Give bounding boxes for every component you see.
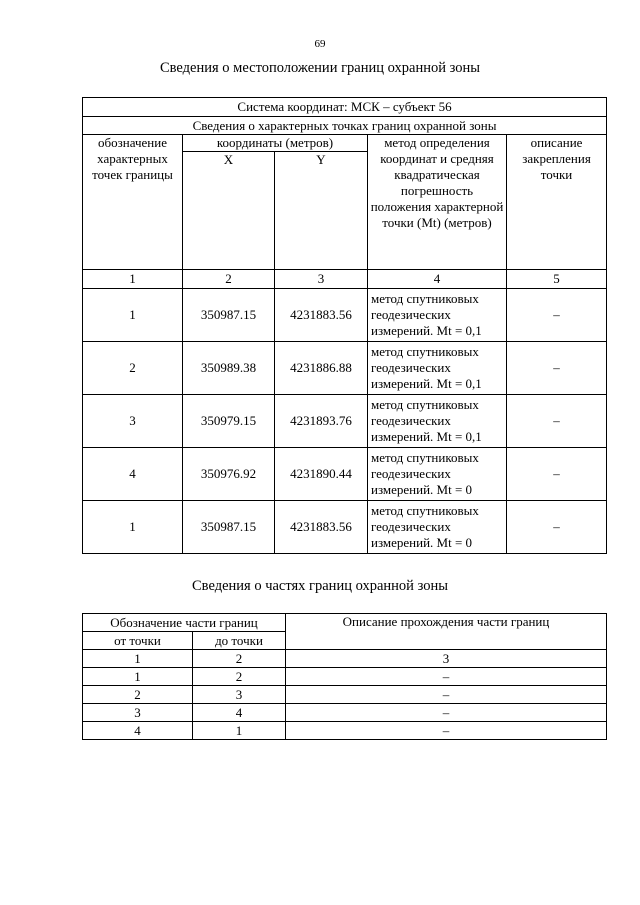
method-text: метод спутниковых геодезических измерений. Mt = 0,1 (368, 289, 507, 342)
method-text: метод спутниковых геодезических измерений. Mt = 0 (368, 448, 507, 501)
header-from-point: от точки (83, 632, 193, 650)
table-row (83, 395, 607, 448)
column-number-4: 4 (368, 270, 507, 289)
coord-x: 350987.15 (183, 289, 275, 342)
table-row (83, 501, 607, 554)
header-point-designation: обозначение характерных точек границы (83, 135, 183, 270)
table-row (83, 704, 607, 722)
header-coordinates: координаты (метров) (183, 135, 368, 152)
part-description: – (286, 704, 607, 722)
point-id: 4 (83, 448, 183, 501)
section-title-boundary-parts: Сведения о частях границ охранной зоны (192, 578, 448, 594)
method-text: метод спутниковых геодезических измерений. Mt = 0,1 (368, 395, 507, 448)
from-point: 4 (83, 722, 193, 740)
from-point: 1 (83, 668, 193, 686)
point-id: 2 (83, 342, 183, 395)
coord-y: 4231890.44 (275, 448, 368, 501)
column-number-2: 2 (193, 650, 286, 668)
part-description: – (286, 668, 607, 686)
to-point: 1 (193, 722, 286, 740)
description-dash: – (507, 448, 607, 501)
coord-system-header: Система координат: МСК – субъект 56 (83, 98, 607, 117)
header-x: X (183, 152, 275, 270)
description-dash: – (507, 342, 607, 395)
column-number-1: 1 (83, 270, 183, 289)
part-description: – (286, 722, 607, 740)
section-title-boundary-location: Сведения о местоположении границ охранной зоны (159, 60, 480, 76)
header-y: Y (275, 152, 368, 270)
column-number-1: 1 (83, 650, 193, 668)
to-point: 3 (193, 686, 286, 704)
points-subtitle-header: Сведения о характерных точках границ охранной зоны (83, 117, 607, 135)
coord-y: 4231886.88 (275, 342, 368, 395)
header-method: метод определения координат и средняя квадратическая погрешность положения характерной точки (Mt) (метров) (368, 135, 507, 270)
coord-y: 4231893.76 (275, 395, 368, 448)
table-row (83, 668, 607, 686)
description-dash: – (507, 289, 607, 342)
coord-x: 350976.92 (183, 448, 275, 501)
column-number-2: 2 (183, 270, 275, 289)
from-point: 2 (83, 686, 193, 704)
boundary-parts-table (82, 613, 607, 740)
description-dash: – (507, 501, 607, 554)
header-part-designation: Обозначение части границ (83, 614, 286, 632)
coord-y: 4231883.56 (275, 289, 368, 342)
header-description: описание закрепления точки (507, 135, 607, 270)
to-point: 2 (193, 668, 286, 686)
coord-x: 350987.15 (183, 501, 275, 554)
table-row (83, 342, 607, 395)
method-text: метод спутниковых геодезических измерений. Mt = 0 (368, 501, 507, 554)
point-id: 3 (83, 395, 183, 448)
table-row (83, 448, 607, 501)
characteristic-points-table (82, 97, 607, 554)
point-id: 1 (83, 289, 183, 342)
column-number-5: 5 (507, 270, 607, 289)
header-part-description: Описание прохождения части границ (286, 614, 607, 650)
column-number-3: 3 (275, 270, 368, 289)
header-to-point: до точки (193, 632, 286, 650)
point-id: 1 (83, 501, 183, 554)
coord-y: 4231883.56 (275, 501, 368, 554)
part-description: – (286, 686, 607, 704)
table-row (83, 686, 607, 704)
from-point: 3 (83, 704, 193, 722)
description-dash: – (507, 395, 607, 448)
coord-x: 350979.15 (183, 395, 275, 448)
column-number-3: 3 (286, 650, 607, 668)
table-row (83, 722, 607, 740)
table-row (83, 289, 607, 342)
method-text: метод спутниковых геодезических измерений. Mt = 0,1 (368, 342, 507, 395)
coord-x: 350989.38 (183, 342, 275, 395)
to-point: 4 (193, 704, 286, 722)
page-number: 69 (314, 38, 326, 50)
